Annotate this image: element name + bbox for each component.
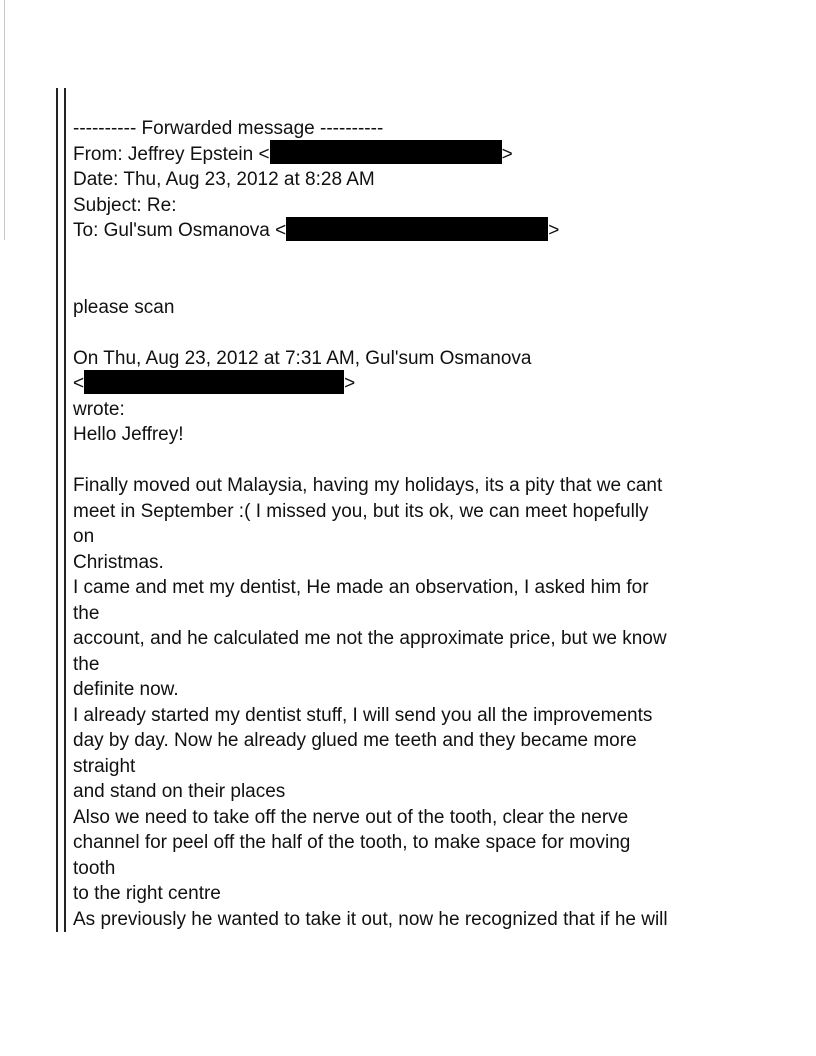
quote-bar-outer [56,88,58,932]
message-body [73,473,773,932]
date-line: Date: Thu, Aug 23, 2012 at 8:28 AM [73,169,375,190]
quote-bar-inner [64,88,66,932]
from-label: From: Jeffrey Epstein < [73,143,270,165]
body-line: day by day. Now he already glued me teeth and they became more [73,730,637,751]
spacer [73,320,773,346]
spacer [73,244,773,295]
redaction-box-quote [84,370,344,394]
redaction-box-from [270,140,502,164]
quote-email-close: > [344,373,356,394]
reply-text: please scan [73,296,175,318]
body-line: the [73,653,100,675]
body-line: tooth [73,857,116,879]
scan-edge-line [4,0,5,240]
body-line: on [73,526,95,547]
body-line: and stand on their places [73,781,286,802]
body-line: the [73,602,100,624]
body-line: definite now. [73,679,179,700]
subject-line: Subject: Re: [73,194,177,216]
quote-wrote: wrote: [73,398,125,420]
to-label: To: Gul'sum Osmanova < [73,220,287,241]
body-line: Christmas. [73,551,164,573]
body-line: Also we need to take off the nerve out of the tooth, clear the nerve [73,806,629,828]
from-close: > [501,143,513,165]
quote-email-line [73,371,773,397]
quote-email-open: < [73,373,85,394]
quote-attribution: On Thu, Aug 23, 2012 at 7:31 AM, Gul'sum Osmanova [73,347,532,369]
body-line: Finally moved out Malaysia, having my holidays, its a pity that we cant [73,475,663,496]
redaction-box-to [286,217,548,241]
body-line: straight [73,755,136,777]
body-line: I came and met my dentist, He made an observation, I asked him for [73,577,649,598]
body-line: I already started my dentist stuff, I will send you all the improvements [73,704,653,726]
body-line: to the right centre [73,883,221,904]
greeting: Hello Jeffrey! [73,424,184,445]
body-line: channel for peel off the half of the tooth, to make space for moving [73,832,631,853]
body-line: account, and he calculated me not the approximate price, but we know [73,628,667,649]
to-close: > [548,220,560,241]
to-line [73,218,773,244]
body-line: meet in September :( I missed you, but its ok, we can meet hopefully [73,500,649,522]
from-line [73,142,773,168]
forwarded-message-heading: ---------- Forwarded message ---------- [73,118,384,139]
body-line: As previously he wanted to take it out, now he recognized that if he will [73,908,668,930]
email-content [73,116,773,932]
spacer [73,448,773,474]
